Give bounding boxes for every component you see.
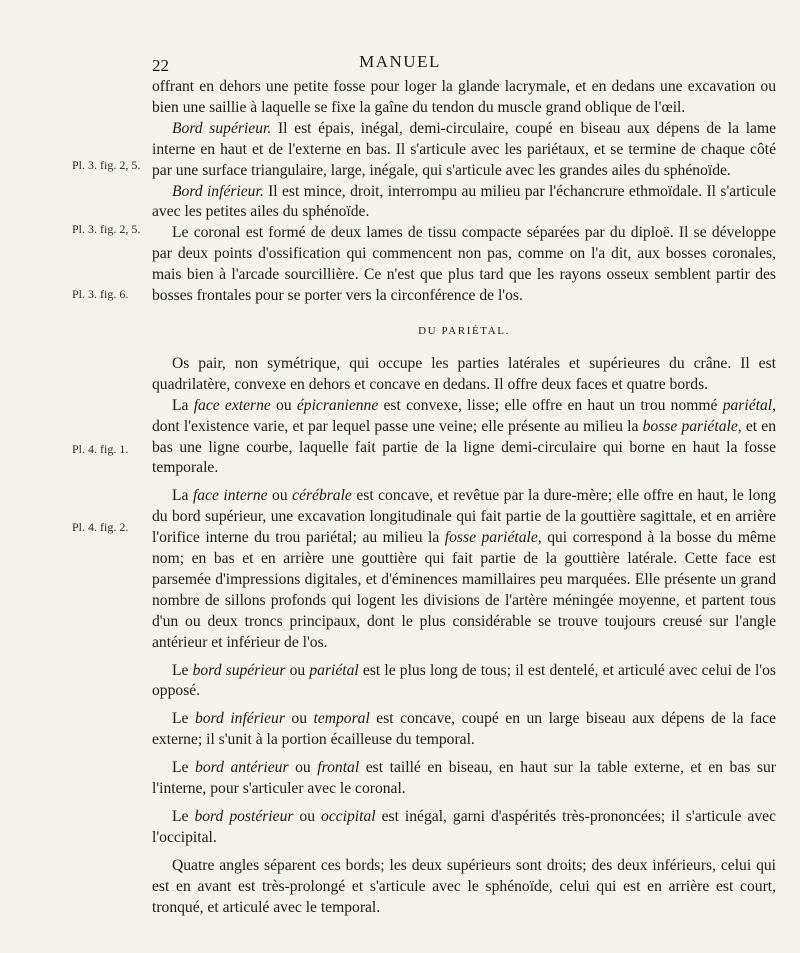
paragraph-face-externe: La face externe ou épicranienne est convexe, lisse; elle offre en haut un trou nommé pariétal, dont l'existence varie, et par lequel passe une veine; elle présente au milieu la bosse pariétale, et en bas une ligne courbe, laquelle fait partie de la ligne demi-circulaire qui borne en haut la fosse temporale. bbox=[152, 396, 776, 477]
paragraph: Os pair, non symétrique, qui occupe les parties latérales et supérieures du crâne. Il est quadrilatère, convexe en dehors et concave en dedans. Il offre deux faces et quatre bords. bbox=[152, 354, 776, 393]
running-title: MANUEL bbox=[359, 52, 441, 71]
italic-term: épicranienne bbox=[296, 396, 379, 414]
paragraph-bord-inferieur-parietal: Le bord inférieur ou temporal est concave, coupé en un large biseau aux dépens de la face externe; il s'unit à la portion écailleuse du temporal. bbox=[152, 710, 776, 749]
body-text bbox=[152, 77, 776, 919]
italic-term: bord postérieur bbox=[194, 808, 294, 825]
margin-plate-reference: Pl. 3. fig. 2, 5. bbox=[72, 222, 141, 236]
italic-term: bosse pariétale, bbox=[642, 417, 742, 435]
paragraph-face-interne: La face interne ou cérébrale est concave, et revêtue par la dure-mère; elle offre en haut, le long du bord supérieur, une excavation longitudinale qui fait partie de la gouttière sagittale, et en arrière l'orifice interne du trou pariétal; au milieu la fosse pariétale, qui correspond à la bosse du même nom; en bas et en arrière une gouttière qui fait partie de la gouttière latérale. Cette face est parsemée d'impressions digitales, et d'éminences mamillaires peu marquées. Elle présente un grand nombre de sillons profonds qui logent les divisions de l'artère méningée moyenne, et partent tous d'un ou deux troncs principaux, dont le plus considérable se trouve toujours creusé sur l'angle antérieur et inférieur de l'os. bbox=[152, 487, 777, 651]
italic-term: bord antérieur bbox=[195, 759, 289, 777]
italic-term: Bord inférieur. bbox=[172, 182, 264, 200]
italic-term: frontal bbox=[317, 759, 360, 777]
margin-plate-reference: Pl. 4. fig. 1. bbox=[72, 442, 129, 456]
italic-term: pariétal, bbox=[722, 396, 776, 414]
margin-plate-reference: Pl. 4. fig. 2. bbox=[72, 520, 129, 534]
italic-term: pariétal bbox=[309, 661, 359, 679]
italic-term: Bord supérieur. bbox=[172, 119, 272, 137]
italic-term: bord supérieur bbox=[192, 661, 286, 679]
paragraph: offrant en dehors une petite fosse pour loger la glande lacrymale, et en dedans une excavation ou bien une saillie à laquelle se fixe la gaîne du tendon du muscle grand oblique de l'œil. bbox=[152, 78, 776, 116]
italic-term: cérébrale bbox=[292, 487, 352, 505]
paragraph-bord-superieur-parietal: Le bord supérieur ou pariétal est le plus long de tous; il est dentelé, et articulé avec celui de l'os opposé. bbox=[152, 661, 776, 700]
margin-plate-reference: Pl. 3. fig. 6. bbox=[72, 287, 129, 301]
paragraph-bord-posterieur: Le bord postérieur ou occipital est inégal, garni d'aspérités très-prononcées; il s'articule avec l'occipital. bbox=[152, 808, 776, 846]
margin-plate-reference: Pl. 3. fig. 2, 5. bbox=[72, 158, 141, 172]
italic-term: bord inférieur bbox=[194, 710, 285, 728]
italic-term: fosse pariétale, bbox=[444, 529, 542, 547]
paragraph: Le coronal est formé de deux lames de tissu compacte séparées par du diploë. Il se développe par deux points d'ossification qui commencent non pas, comme on l'a dit, aux bosses coronales, mais bien à l'arcade sourcillière. Ce n'est que plus tard que les rayons osseux semblent partir des bosses frontales pour se porter vers la circonférence de l'os. bbox=[152, 224, 776, 305]
italic-term: face interne bbox=[192, 487, 268, 505]
italic-term: occipital bbox=[321, 808, 376, 825]
page-header bbox=[0, 52, 800, 76]
paragraph-bord-superieur: Bord supérieur. Il est épais, inégal, demi-circulaire, coupé en biseau aux dépens de la lame interne en haut et de l'externe en bas. Il s'articule avec les pariétaux, et se termine de chaque côté par une surface triangulaire, large, inégale, qui s'articule avec les grandes ailes du sphénoïde. bbox=[152, 119, 777, 179]
section-title: DU PARIÉTAL. bbox=[418, 324, 510, 337]
paragraph-bord-anterieur: Le bord antérieur ou frontal est taillé en biseau, en haut sur la table externe, et en bas sur l'interne, pour s'articuler avec le coronal. bbox=[152, 759, 776, 798]
italic-term: temporal bbox=[313, 710, 370, 728]
paragraph: Quatre angles séparent ces bords; les deux supérieurs sont droits; des deux inférieurs, celui qui est en avant est très-prolongé et s'articule avec le sphénoïde, celui qui est en arrière est court, tronqué, et articulé avec le temporal. bbox=[152, 856, 776, 916]
italic-term: face externe bbox=[193, 396, 271, 414]
paragraph-bord-inferieur: Bord inférieur. Il est mince, droit, interrompu au milieu par l'échancrure ethmoïdale. Il s'articule avec les petites ailes du sphénoïde. bbox=[152, 182, 777, 221]
page-number: 22 bbox=[152, 56, 169, 75]
